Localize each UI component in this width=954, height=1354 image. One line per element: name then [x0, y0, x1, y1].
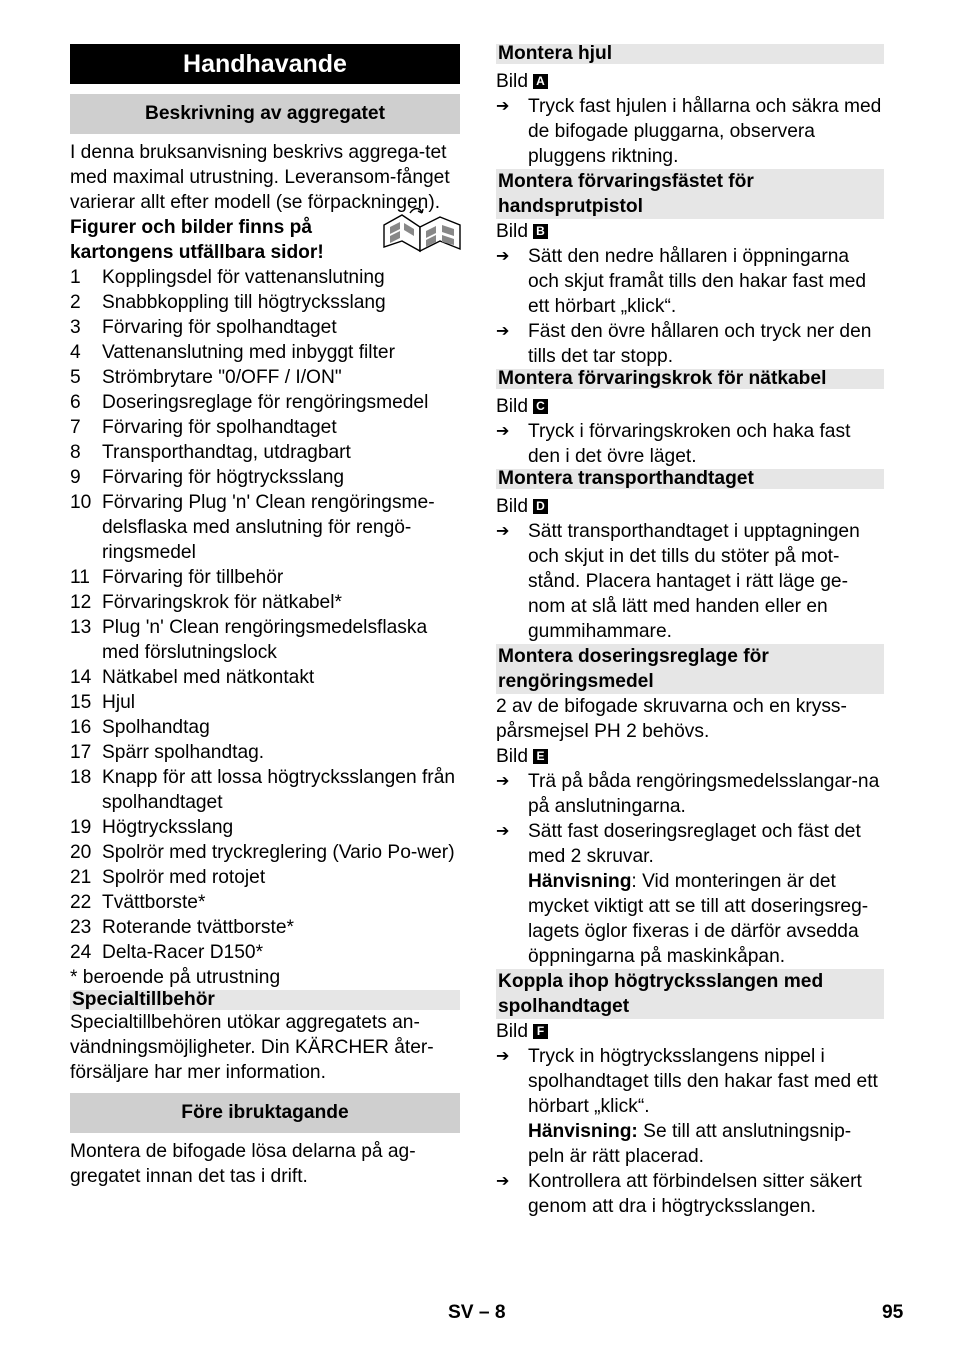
parts-list-item: [70, 865, 460, 890]
item-number: 2: [70, 292, 81, 313]
note-text: Se till att anslutningsnip-peln är rätt placerad.: [528, 1121, 852, 1167]
item-text: Förvaring för spolhandtaget: [102, 417, 337, 438]
step-text: Sätt den nedre hållaren i öppningarna och skjut framåt tills den hakar fast med ett hörbart „klick“.: [528, 246, 867, 317]
step-item: [496, 519, 884, 644]
section-heading-description: Beskrivning av aggregatet: [70, 94, 460, 134]
figure-badge: B: [533, 224, 548, 239]
intro-paragraph: I denna bruksanvisning beskrivs aggrega-tet med maximal utrustning. Leveransom-fånget varierar allt efter modell (se förpackningen).: [70, 142, 450, 213]
figure-label: Bild: [496, 496, 528, 517]
footnote: * beroende på utrustning: [70, 967, 281, 988]
arrow-icon: ➔: [496, 98, 510, 115]
parts-list-item: [70, 390, 460, 415]
figure-badge: C: [533, 399, 548, 414]
figure-badge: F: [533, 1024, 548, 1039]
figure-badge: A: [533, 74, 548, 89]
parts-list-item: [70, 915, 460, 940]
item-number: 11: [70, 567, 90, 588]
arrow-icon: ➔: [496, 823, 510, 840]
item-number: 13: [70, 617, 92, 638]
arrow-icon: ➔: [496, 773, 510, 790]
item-number: 7: [70, 417, 81, 438]
item-text: Spolrör med tryckreglering (Vario Po-wer): [102, 842, 455, 863]
figure-ref: [496, 219, 884, 244]
steps-list: [496, 769, 884, 969]
special-accessories-text: Specialtillbehören utökar aggregatets an-vändningsmöjligheter. Din KÄRCHER åter-försäljare har mer information.: [70, 1012, 434, 1083]
step-item: [496, 419, 884, 469]
item-text: Delta-Racer D150*: [102, 942, 264, 963]
step-text: [528, 819, 884, 969]
step-item: [496, 94, 884, 169]
item-number: 19: [70, 817, 92, 838]
parts-list-item: [70, 490, 460, 565]
parts-list: [70, 265, 460, 965]
steps-list: [496, 1044, 884, 1219]
step-item: [496, 1044, 884, 1169]
item-number: 15: [70, 692, 92, 713]
parts-list-item: [70, 315, 460, 340]
item-text: Spärr spolhandtag.: [102, 742, 265, 763]
heading-mount-cable-hook: Montera förvaringskrok för nätkabel: [496, 369, 884, 389]
parts-list-item: [70, 340, 460, 365]
parts-list-item: [70, 290, 460, 315]
figure-note-text: Figurer och bilder finns på kartongens utfällbara sidor!: [70, 217, 324, 263]
steps-list: [496, 244, 884, 369]
figure-ref: [496, 69, 884, 94]
item-number: 21: [70, 867, 92, 888]
parts-list-item: [70, 740, 460, 765]
parts-list-item: [70, 815, 460, 840]
item-number: 12: [70, 592, 92, 613]
item-text: Förvaring Plug 'n' Clean rengöringsme-delsflaska med anslutning för rengö-ringsmedel: [102, 492, 435, 563]
parts-list-item: [70, 715, 460, 740]
heading-mount-transport-handle: Montera transporthandtaget: [496, 469, 884, 489]
parts-list-item: [70, 665, 460, 690]
page-number: 95: [882, 1302, 904, 1323]
item-number: 8: [70, 442, 81, 463]
detergent-intro: 2 av de bifogade skruvarna och en kryss-pårsmejsel PH 2 behövs.: [496, 696, 847, 742]
parts-list-item: [70, 565, 460, 590]
parts-list-item: [70, 415, 460, 440]
figure-note: [70, 215, 460, 265]
parts-list-item: [70, 365, 460, 390]
section-heading-before-use: Före ibruktagande: [70, 1093, 460, 1133]
item-text: Roterande tvättborste*: [102, 917, 294, 938]
item-text: Vattenanslutning med inbyggt filter: [102, 342, 395, 363]
arrow-icon: ➔: [496, 323, 510, 340]
figure-label: Bild: [496, 746, 528, 767]
item-text: Strömbrytare "0/OFF / I/ON": [102, 367, 342, 388]
figure-label: Bild: [496, 221, 528, 242]
arrow-icon: ➔: [496, 1048, 510, 1065]
item-number: 14: [70, 667, 92, 688]
before-use-text: Montera de bifogade lösa delarna på ag-gregatet innan det tas i drift.: [70, 1141, 416, 1187]
item-text: Förvaringskrok för nätkabel*: [102, 592, 342, 613]
steps-list: [496, 419, 884, 469]
item-text: Tvättborste*: [102, 892, 206, 913]
parts-list-item: [70, 765, 460, 815]
item-text: Kopplingsdel för vattenanslutning: [102, 267, 385, 288]
heading-mount-pistol-holder: Montera förvaringsfästet för handsprutpistol: [496, 169, 884, 219]
item-number: 5: [70, 367, 81, 388]
step-text: Kontrollera att förbindelsen sitter säkert genom att dra i högtrycksslangen.: [528, 1171, 862, 1217]
item-number: 4: [70, 342, 81, 363]
item-number: 3: [70, 317, 81, 338]
step-item: [496, 819, 884, 969]
figure-label: Bild: [496, 1021, 528, 1042]
parts-list-item: [70, 465, 460, 490]
heading-connect-hose: Koppla ihop högtrycksslangen med spolhandtaget: [496, 969, 884, 1019]
footer-section-label: SV – 8: [448, 1302, 506, 1323]
parts-list-item: [70, 590, 460, 615]
figure-ref: [496, 494, 884, 519]
item-number: 9: [70, 467, 81, 488]
step-text: Sätt transporthandtaget i upptagningen och skjut in det tills du stöter på mot-stånd. Placera hantaget i rätt läge ge-nom at slå lätt med handen eller en gummihammare.: [528, 521, 860, 642]
special-accessories-heading: Specialtillbehör: [70, 990, 460, 1010]
arrow-icon: ➔: [496, 423, 510, 440]
right-column: [496, 44, 884, 1219]
item-number: 20: [70, 842, 92, 863]
item-text: Spolhandtag: [102, 717, 210, 738]
item-number: 17: [70, 742, 92, 763]
arrow-icon: ➔: [496, 523, 510, 540]
heading-mount-wheels: Montera hjul: [496, 44, 884, 64]
step-item: [496, 244, 884, 319]
open-book-icon: [380, 207, 464, 253]
item-text: Doseringsreglage för rengöringsmedel: [102, 392, 429, 413]
item-number: 18: [70, 767, 92, 788]
steps-list: [496, 519, 884, 644]
figure-badge: E: [533, 749, 548, 764]
parts-list-item: [70, 265, 460, 290]
figure-ref: [496, 744, 884, 769]
parts-list-item: [70, 690, 460, 715]
parts-list-item: [70, 440, 460, 465]
page-title: Handhavande: [70, 44, 460, 84]
item-text: Förvaring för tillbehör: [102, 567, 284, 588]
step-main-text: Sätt fast doseringsreglaget och fäst det med 2 skruvar.: [528, 821, 861, 867]
item-number: 6: [70, 392, 81, 413]
figure-label: Bild: [496, 71, 528, 92]
item-number: 10: [70, 492, 92, 513]
item-number: 23: [70, 917, 92, 938]
item-text: Snabbkoppling till högtrycksslang: [102, 292, 386, 313]
step-text: Tryck fast hjulen i hållarna och säkra med de bifogade pluggarna, observera pluggens riktning.: [528, 96, 882, 167]
parts-list-item: [70, 615, 460, 665]
step-text: Tryck i förvaringskroken och haka fast den i det övre läget.: [528, 421, 851, 467]
step-text: [528, 1044, 884, 1169]
step-text: Trä på båda rengöringsmedelsslangar-na på anslutningarna.: [528, 771, 880, 817]
item-text: Förvaring för spolhandtaget: [102, 317, 337, 338]
item-text: Knapp för att lossa högtrycksslangen från spolhandtaget: [102, 767, 456, 813]
step-item: [496, 1169, 884, 1219]
arrow-icon: ➔: [496, 248, 510, 265]
item-text: Transporthandtag, utdragbart: [102, 442, 351, 463]
item-number: 1: [70, 267, 81, 288]
item-text: Hjul: [102, 692, 136, 713]
step-text: Fäst den övre hållaren och tryck ner den tills det tar stopp.: [528, 321, 872, 367]
step-item: [496, 319, 884, 369]
item-text: Nätkabel med nätkontakt: [102, 667, 315, 688]
item-text: Plug 'n' Clean rengöringsmedelsflaska med förslutningslock: [102, 617, 428, 663]
note-text: : Vid monteringen är det mycket viktigt att se till att doseringsreg-lagets öglor fixeras i de därför avsedda öppningarna på maskinkåpan.: [528, 871, 869, 967]
figure-ref: [496, 1019, 884, 1044]
parts-list-item: [70, 890, 460, 915]
step-item: [496, 769, 884, 819]
note-label: Hänvisning: [528, 871, 632, 892]
item-number: 22: [70, 892, 92, 913]
item-text: Förvaring för högtrycksslang: [102, 467, 345, 488]
item-text: Högtrycksslang: [102, 817, 234, 838]
step-main-text: Tryck in högtrycksslangens nippel i spolhandtaget tills den hakar fast med ett hörbart „klick“.: [528, 1046, 878, 1117]
heading-mount-detergent-regulator: Montera doseringsreglage för rengöringsmedel: [496, 644, 884, 694]
note-label: Hänvisning:: [528, 1121, 638, 1142]
figure-label: Bild: [496, 396, 528, 417]
left-column: [70, 44, 460, 1189]
figure-ref: [496, 394, 884, 419]
item-number: 16: [70, 717, 92, 738]
steps-list: [496, 94, 884, 169]
parts-list-item: [70, 840, 460, 865]
arrow-icon: ➔: [496, 1173, 510, 1190]
parts-list-item: [70, 940, 460, 965]
item-text: Spolrör med rotojet: [102, 867, 266, 888]
figure-badge: D: [533, 499, 548, 514]
item-number: 24: [70, 942, 92, 963]
